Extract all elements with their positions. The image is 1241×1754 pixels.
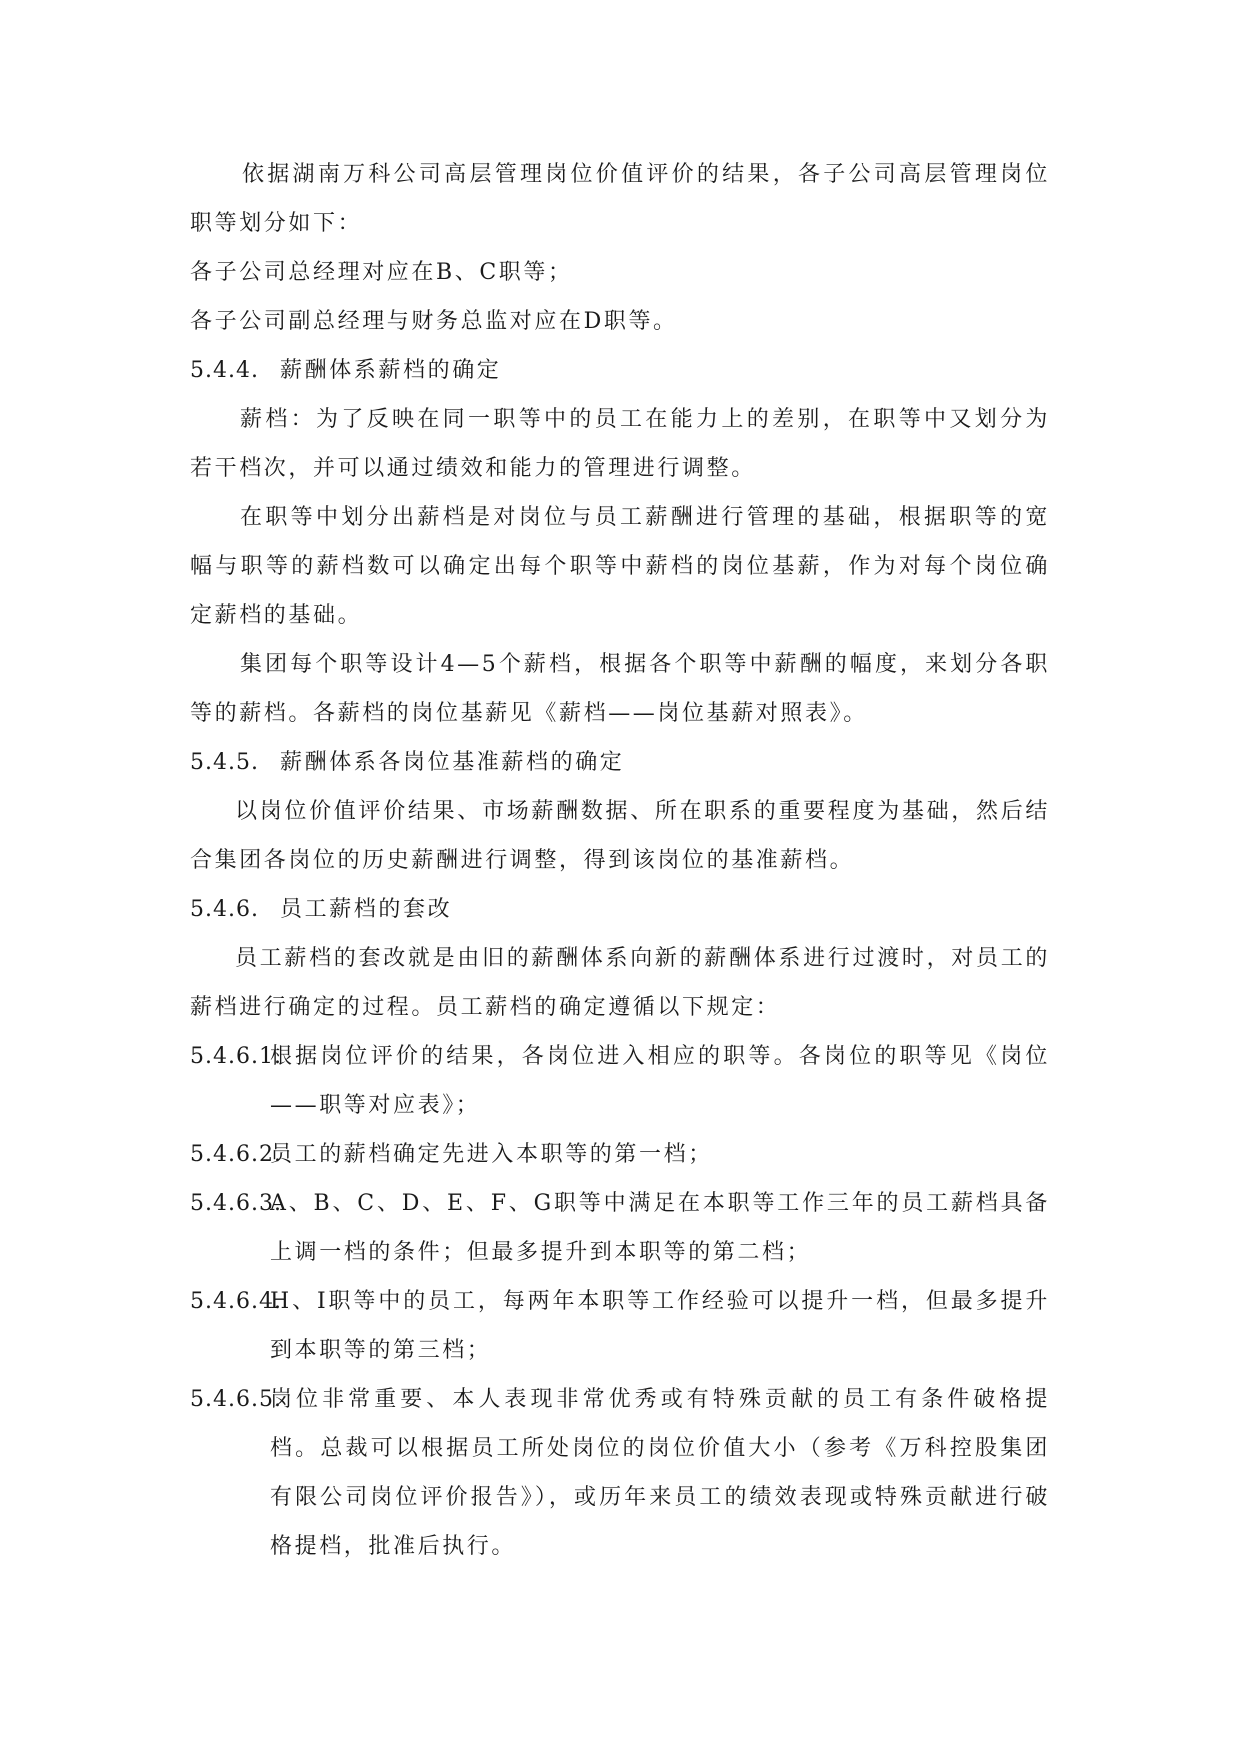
paragraph-grade-conversion: 员工薪档的套改就是由旧的薪酬体系向新的薪酬体系进行过渡时，对员工的薪档进行确定的过程。员工薪档的确定遵循以下规定： (190, 946, 1050, 1020)
item-number: 5.4.6.4. (190, 1289, 282, 1314)
list-item (190, 1032, 1050, 1130)
paragraph-deputy-manager: 各子公司副总经理与财务总监对应在D职等。 (190, 309, 678, 334)
paragraph-general-manager: 各子公司总经理对应在B、C职等； (190, 260, 573, 285)
section-title: 薪酬体系薪档的确定 (280, 358, 502, 383)
item-text: 岗位非常重要、本人表现非常优秀或有特殊贡献的员工有条件破格提档。总裁可以根据员工所处岗位的岗位价值大小（参考《万科控股集团有限公司岗位评价报告》），或历年来员工的绩效表现或特殊贡献进行破格提档，批准后执行。 (270, 1387, 1050, 1559)
section-heading-5-4-5 (190, 738, 1050, 787)
section-number: 5.4.6. (190, 897, 259, 922)
list-item (190, 1277, 1050, 1375)
section-number: 5.4.5. (190, 750, 259, 775)
item-number: 5.4.6.2. (190, 1142, 282, 1167)
item-number: 5.4.6.3. (190, 1191, 282, 1216)
document-body (190, 150, 1050, 1571)
paragraph-benchmark-grade: 以岗位价值评价结果、市场薪酬数据、所在职系的重要程度为基础，然后结合集团各岗位的历史薪酬进行调整，得到该岗位的基准薪档。 (190, 799, 1050, 873)
item-text: 根据岗位评价的结果，各岗位进入相应的职等。各岗位的职等见《岗位——职等对应表》； (270, 1044, 1050, 1118)
section-heading-5-4-6 (190, 885, 1050, 934)
list-item (190, 1375, 1050, 1571)
item-text: A、B、C、D、E、F、G职等中满足在本职等工作三年的员工薪档具备上调一档的条件；但最多提升到本职等的第二档； (270, 1191, 1050, 1265)
item-number: 5.4.6.5. (190, 1387, 282, 1412)
section-number: 5.4.4. (190, 358, 259, 383)
paragraph-salary-grade-design: 集团每个职等设计4—5个薪档，根据各个职等中薪酬的幅度，来划分各职等的薪档。各薪档的岗位基薪见《薪档——岗位基薪对照表》。 (190, 652, 1050, 726)
paragraph-salary-grade-definition: 薪档：为了反映在同一职等中的员工在能力上的差别，在职等中又划分为若干档次，并可以通过绩效和能力的管理进行调整。 (190, 407, 1050, 481)
item-text: 员工的薪档确定先进入本职等的第一档； (270, 1142, 713, 1167)
section-title: 薪酬体系各岗位基准薪档的确定 (280, 750, 625, 775)
item-text: H、I职等中的员工，每两年本职等工作经验可以提升一档，但最多提升到本职等的第三档； (270, 1289, 1050, 1363)
paragraph-intro: 依据湖南万科公司高层管理岗位价值评价的结果，各子公司高层管理岗位职等划分如下： (190, 162, 1050, 236)
list-item (190, 1179, 1050, 1277)
list-item (190, 1130, 1050, 1179)
item-number: 5.4.6.1. (190, 1044, 282, 1069)
section-title: 员工薪档的套改 (280, 897, 453, 922)
paragraph-salary-grade-basis: 在职等中划分出薪档是对岗位与员工薪酬进行管理的基础，根据职等的宽幅与职等的薪档数可以确定出每个职等中薪档的岗位基薪，作为对每个岗位确定薪档的基础。 (190, 505, 1050, 628)
section-heading-5-4-4 (190, 346, 1050, 395)
